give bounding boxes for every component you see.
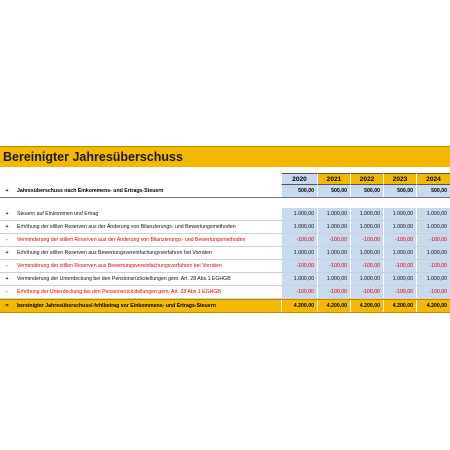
value-cell[interactable]: -100,00 xyxy=(317,286,350,298)
row-label[interactable]: Jahresüberschuss nach Einkommens- und Ertrags-Steuern xyxy=(17,188,164,194)
value-cell[interactable]: -100,00 xyxy=(350,286,383,298)
value-cell[interactable]: 1.000,00 xyxy=(383,221,416,233)
value-cell[interactable]: 1.000,00 xyxy=(281,247,317,259)
value-cell[interactable]: -100,00 xyxy=(350,234,383,246)
row-label[interactable]: Verminderung der Unterdeckung bei den Pensionsrückstellungen gem. Art. 28 Abs.1 EGHGB xyxy=(17,276,231,282)
row-label[interactable]: Verminderung der stillen Reserven aus Bewertungsvereinfachungsverfahren bei Vorräten xyxy=(17,263,222,269)
value-cell[interactable]: 1.000,00 xyxy=(383,208,416,220)
value-cell[interactable]: -100,00 xyxy=(383,234,416,246)
value-cell[interactable]: -100,00 xyxy=(281,234,317,246)
row-sign: - xyxy=(6,289,8,295)
value-cell[interactable]: 1.000,00 xyxy=(350,273,383,285)
year-header-2021[interactable]: 2021 xyxy=(317,173,350,185)
value-cell[interactable]: 1.000,00 xyxy=(416,247,450,259)
row-sign: + xyxy=(5,276,9,282)
value-cell[interactable]: -100,00 xyxy=(383,286,416,298)
value-cell[interactable]: 1.000,00 xyxy=(350,247,383,259)
year-header-2022[interactable]: 2022 xyxy=(350,173,383,185)
row-sign: + xyxy=(5,250,9,256)
table-row xyxy=(0,273,450,286)
value-cell[interactable]: 1.000,00 xyxy=(416,221,450,233)
row-label[interactable]: Verminderung der stillen Reserven aus der Änderung von Bilanzierungs- und Bewertungsmethoden xyxy=(17,237,246,243)
value-cell[interactable]: 1.000,00 xyxy=(281,273,317,285)
spacer-row xyxy=(0,198,450,208)
value-cell[interactable]: -100,00 xyxy=(281,286,317,298)
spreadsheet xyxy=(0,146,450,313)
value-cell[interactable]: 1.000,00 xyxy=(416,208,450,220)
value-cell[interactable]: 1.000,00 xyxy=(383,247,416,259)
value-cell[interactable]: 1.000,00 xyxy=(350,221,383,233)
value-cell[interactable]: -100,00 xyxy=(281,260,317,272)
row-label[interactable]: Steuern auf Einkommen und Ertrag xyxy=(17,211,99,217)
value-cell[interactable]: 500,00 xyxy=(317,185,350,197)
value-cell[interactable]: -100,00 xyxy=(416,286,450,298)
total-row xyxy=(0,299,450,313)
adjustment-rows xyxy=(0,208,450,299)
value-cell[interactable]: 4.200,00 xyxy=(383,300,416,312)
table-row xyxy=(0,247,450,260)
row-label[interactable]: Erhöhung der Unterdeckung bei den Pensionsrückstellungen gem. Art. 28 Abs.1 EGHGB xyxy=(17,289,221,295)
value-cell[interactable]: -100,00 xyxy=(350,260,383,272)
value-cell[interactable]: 1.000,00 xyxy=(416,273,450,285)
value-cell[interactable]: 1.000,00 xyxy=(350,208,383,220)
year-header-2023[interactable]: 2023 xyxy=(383,173,416,185)
value-cell[interactable]: 1.000,00 xyxy=(317,273,350,285)
row-sign: - xyxy=(6,237,8,243)
value-cell[interactable]: 4.200,00 xyxy=(317,300,350,312)
sheet-title: Bereinigter Jahresüberschuss xyxy=(0,146,450,167)
value-cell[interactable]: 1.000,00 xyxy=(281,221,317,233)
year-header-2024[interactable]: 2024 xyxy=(416,173,450,185)
value-cell[interactable]: 4.200,00 xyxy=(350,300,383,312)
table-row xyxy=(0,208,450,221)
value-cell[interactable]: 500,00 xyxy=(281,185,317,197)
table-row xyxy=(0,234,450,247)
table-row xyxy=(0,221,450,234)
value-cell[interactable]: 500,00 xyxy=(416,185,450,197)
row-label[interactable]: bereinigter Jahresüberschuss/-fehlbetrag vor Einkommens- und Ertrags-Steuern xyxy=(17,303,216,309)
value-cell[interactable]: -100,00 xyxy=(416,260,450,272)
table-row xyxy=(0,286,450,299)
value-cell[interactable]: 1.000,00 xyxy=(317,221,350,233)
start-row xyxy=(0,185,450,198)
value-cell[interactable]: -100,00 xyxy=(416,234,450,246)
value-cell[interactable]: 4.200,00 xyxy=(281,300,317,312)
year-header-2020[interactable]: 2020 xyxy=(281,173,317,185)
value-cell[interactable]: -100,00 xyxy=(383,260,416,272)
value-cell[interactable]: 1.000,00 xyxy=(317,208,350,220)
value-cell[interactable]: 500,00 xyxy=(383,185,416,197)
row-sign: + xyxy=(5,211,9,217)
value-cell[interactable]: 1.000,00 xyxy=(281,208,317,220)
row-sign: - xyxy=(6,263,8,269)
table-row xyxy=(0,260,450,273)
year-header-row xyxy=(0,173,450,185)
value-cell[interactable]: -100,00 xyxy=(317,234,350,246)
value-cell[interactable]: 1.000,00 xyxy=(317,247,350,259)
value-cell[interactable]: 500,00 xyxy=(350,185,383,197)
row-label[interactable]: Erhöhung der stillen Reserven aus der Änderung von Bilanzierungs- und Bewertungsmethoden xyxy=(17,224,236,230)
row-label[interactable]: Erhöhung der stillen Reserven aus Bewertungsvereinfachungsverfahren bei Vorräten xyxy=(17,250,212,256)
value-cell[interactable]: -100,00 xyxy=(317,260,350,272)
row-sign: + xyxy=(5,188,9,194)
value-cell[interactable]: 4.200,00 xyxy=(416,300,450,312)
value-cell[interactable]: 1.000,00 xyxy=(383,273,416,285)
row-sign: + xyxy=(5,224,9,230)
row-sign: = xyxy=(5,303,9,309)
